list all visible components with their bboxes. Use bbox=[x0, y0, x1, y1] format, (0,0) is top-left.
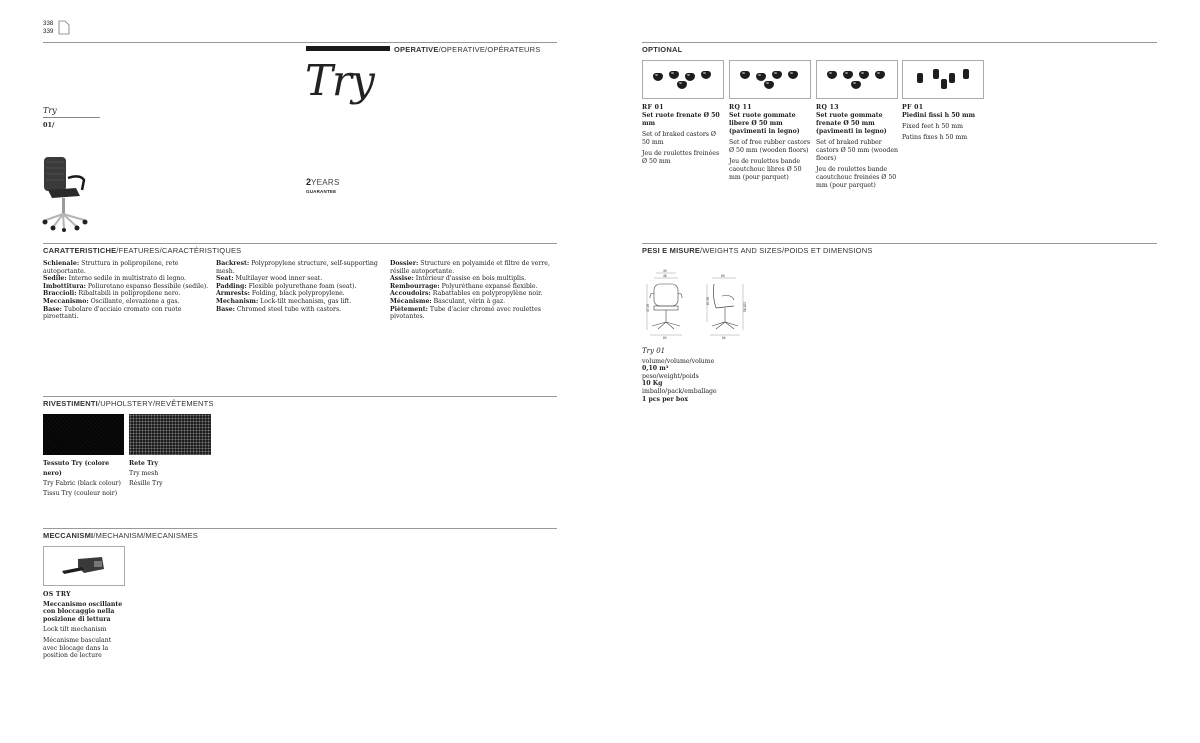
dim-front-seat: 46 bbox=[663, 274, 667, 278]
product-title: Try bbox=[305, 56, 374, 105]
features-en: Backrest: Polypropylene structure, self-supporting mesh. Seat: Multilayer wood inner seat. Padding: Flexible polyurethane foam (seat). Armrests: Folding, black polypropylene. Mechanism: Lock-tilt mechanism, gas lift. Base: Chromed steel tube with castors. bbox=[216, 260, 378, 313]
optional-rf01-image bbox=[642, 60, 724, 99]
dim-side-depth: 64 bbox=[722, 336, 726, 340]
features-title: CARATTERISTICHE/FEATURES/CARACTÉRISTIQUES bbox=[43, 246, 242, 255]
page-number-right: 339 bbox=[43, 28, 54, 35]
category-title: OPERATIVE/OPERATIVE/OPÉRATEURS bbox=[394, 45, 541, 54]
dim-front-height: 47-59 bbox=[646, 303, 650, 312]
page-corner-icon bbox=[58, 20, 70, 35]
optional-item-rq13: RQ 13 Set ruote gommate frenate Ø 50 mm (pavimenti in legno) Set of braked rubber castors Ø 50 mm (wooden floors) Jeu de roulettes bande caoutchouc freinées Ø 50 mm (pour parquet) bbox=[816, 104, 898, 189]
mechanism-title: MECCANISMI/MECHANISM/MECANISMES bbox=[43, 531, 198, 540]
dim-side-depth-top: 63 bbox=[721, 274, 725, 278]
features-it: Schienale: Struttura in polipropilene, rete autoportante. Sedile: Interno sedile in multistrato di legno. Imbottitura: Poliuretano espanso flessibile (sedile). Braccioli: Ribaltabili in polipropilene nero. Meccanismo: Oscillante, elevazione a gas. Base: Tubolare d'acciaio cromato con ruote piroettanti. bbox=[43, 260, 209, 321]
optional-item-rf01: RF 01 Set ruote frenate Ø 50 mm Set of braked castors Ø 50 mm Jeu de roulettes freinées Ø 50 mm bbox=[642, 104, 720, 165]
dim-side-height: 96-101 bbox=[743, 302, 747, 312]
guarantee-badge: 2YEARS GUARANTEE bbox=[306, 177, 340, 194]
page-number-left: 338 bbox=[43, 20, 54, 27]
swatch-try-mesh bbox=[129, 414, 211, 455]
optional-pf01-image bbox=[902, 60, 984, 99]
dim-front-top: 49 bbox=[663, 269, 667, 273]
model-code: 01/ bbox=[43, 121, 55, 129]
upholstery-title: RIVESTIMENTI/UPHOLSTERY/REVÊTEMENTS bbox=[43, 399, 214, 408]
weights-title: PESI E MISURE/WEIGHTS AND SIZES/POIDS ET DIMENSIONS bbox=[642, 246, 873, 255]
weights-info: Try 01 volume/volume/volume 0,10 m³ peso/weight/poids 10 Kg imballo/pack/emballage 1 pcs per box bbox=[642, 347, 717, 403]
dim-front-width: 60 bbox=[663, 336, 667, 340]
swatch-try-fabric bbox=[43, 414, 124, 455]
mechanism-image bbox=[43, 546, 125, 586]
optional-item-rq11: RQ 11 Set ruote gommate libere Ø 50 mm (pavimenti in legno) Set of free rubber castors Ø 50 mm (wooden floors) Jeu de roulettes bande caoutchouc libres Ø 50 mm (pour parquet) bbox=[729, 104, 810, 181]
model-name: Try bbox=[43, 106, 57, 115]
upholstery-item-1: Tessuto Try (colore nero) Try Fabric (black colour) Tissu Try (couleur noir) bbox=[43, 460, 121, 497]
upholstery-item-2: Rete Try Try mesh Résille Try bbox=[129, 460, 163, 487]
features-fr: Dossier: Structure en polyamide et filtre de verre, résille autoportante. Assise: Intérieur d'assise en bois multiplis. Rembourrage: Polyuréthane expansé flexible. Accoudoirs: Rabattables en polypropylène noir. Mécanisme: Basculant, vérin à gaz. Piètement: Tube d'acier chromé avec roulettes pivotantes. bbox=[390, 260, 550, 321]
chair-image bbox=[40, 154, 92, 232]
optional-item-pf01: PF 01 Piedini fissi h 50 mm Fixed feet h 50 mm Patins fixes h 50 mm bbox=[902, 104, 976, 141]
mechanism-desc: OS TRY Meccanismo oscillante con bloccaggio nella posizione di lettura Lock tilt mechanism Mécanisme basculant avec blocage dans la position de lecture bbox=[43, 591, 123, 660]
optional-rq13-image bbox=[816, 60, 898, 99]
optional-rq11-image bbox=[729, 60, 811, 99]
optional-title: OPTIONAL bbox=[642, 45, 683, 54]
dimension-drawing bbox=[642, 266, 752, 342]
dim-side-seat-height: 87-99 bbox=[706, 296, 710, 305]
category-bar bbox=[306, 46, 390, 51]
